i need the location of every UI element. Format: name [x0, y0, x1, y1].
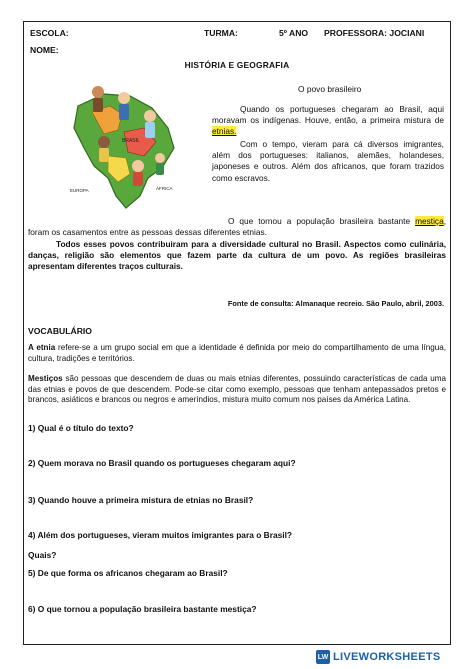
- map-label-africa: ÁFRICA: [156, 186, 173, 191]
- name-label: NOME:: [30, 45, 59, 55]
- map-label-brazil: BRASIL: [122, 138, 140, 144]
- question-4-followup: Quais?: [28, 550, 57, 560]
- question-1: 1) Qual é o título do texto?: [28, 423, 134, 433]
- question-4: 4) Além dos portugueses, vieram muitos imigrantes para o Brasil?: [28, 530, 293, 540]
- question-3: 3) Quando houve a primeira mistura de etnias no Brasil?: [28, 495, 254, 505]
- school-label: ESCOLA:: [30, 28, 69, 38]
- logo-mark-icon: LW: [316, 650, 330, 664]
- vocabulary-mesticos: Mestiços são pessoas que descendem de duas ou mais etnias diferentes, possuindo características de cada uma das etnias e povos de que descendem. Pode-se citar como exemplo, pessoas que tenham antepassados pretos e brancos, asiáticos e brancos ou negros e ameríndios, mistura muito comum nos países da América Latina.: [28, 374, 446, 405]
- grade-label: 5º ANO: [279, 28, 309, 38]
- vocabulary-etnia: A etnia refere-se a um grupo social em que a identidade é definida por meio do compartilhamento de uma língua, cultura, tradições e territórios.: [28, 343, 446, 363]
- story-paragraph-1: Quando os portugueses chegaram ao Brasil, aqui moravam os indígenas. Houve, então, a primeira mistura de etnias.: [212, 104, 444, 137]
- highlight-etnias: etnias.: [212, 126, 237, 137]
- story-paragraph-2: Com o tempo, vieram para cá diversos imigrantes, além dos portugueses: italianos, alemães, holandeses, japoneses e outros. Além dos africanos, que foram trazidos como escravos.: [212, 139, 444, 183]
- map-label-europe: EUROPA: [70, 188, 89, 193]
- story-paragraph-4: Todos esses povos contribuiram para a diversidade cultural no Brasil. Aspectos como culinária, danças, religião são elementos que fazem parte da cultura de um povo. As regiões brasileiras apresentam diferentes traços culturais.: [28, 239, 446, 272]
- question-5: 5) De que forma os africanos chegaram ao Brasil?: [28, 568, 228, 578]
- class-label: TURMA:: [204, 28, 238, 38]
- brazil-map-illustration: [64, 72, 182, 214]
- question-2: 2) Quem morava no Brasil quando os portugueses chegaram aqui?: [28, 458, 296, 468]
- subject-title: HISTÓRIA E GEOGRAFIA: [184, 60, 290, 70]
- worksheet-page: [23, 21, 451, 645]
- liveworksheets-logo[interactable]: [316, 650, 441, 664]
- highlight-mestica: mestiça: [415, 216, 444, 226]
- teacher-label: PROFESSORA: JOCIANI: [324, 28, 425, 38]
- logo-text: LIVEWORKSHEETS: [333, 651, 441, 663]
- story-title: O povo brasileiro: [298, 84, 362, 94]
- story-paragraph-3: O que tornou a população brasileira bastante mestiça, foram os casamentos entre as pessoas dessas diferentes etnias.: [28, 216, 446, 238]
- source-citation: Fonte de consulta: Almanaque recreio. São Paulo, abril, 2003.: [227, 299, 444, 308]
- question-6: 6) O que tornou a população brasileira bastante mestiça?: [28, 604, 257, 614]
- vocabulary-heading: VOCABULÁRIO: [28, 326, 92, 336]
